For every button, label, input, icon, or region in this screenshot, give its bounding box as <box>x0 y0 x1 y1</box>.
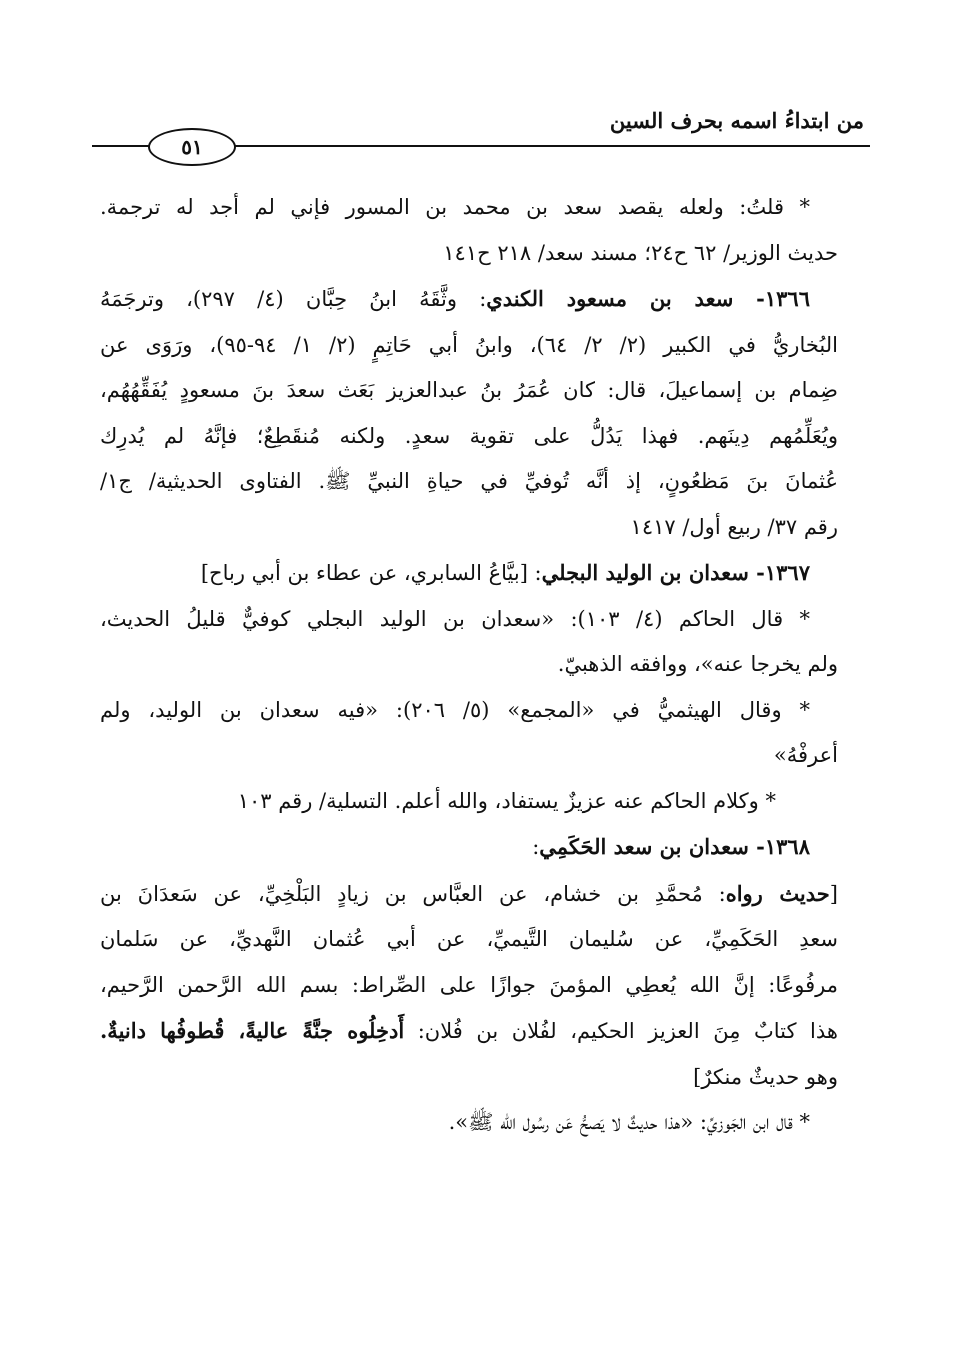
text-line: حديث الوزير/ ٦٢ ح٢٤؛ مسند سعد/ ٢١٨ ح١٤١ <box>443 240 838 265</box>
page-number-badge <box>148 128 236 166</box>
hadith-bold-text: أَدخِلُوه جنَّةً عاليةً، قُطوفُها دانيةٌ. <box>100 1018 405 1043</box>
text-line: ويُعَلِّمُهم دِينَهم. فهذا يَدُلُّ على تقوية سعدٍ. ولكنه مُنقَطِعٌ؛ فإنَّهُ لم يُدرِك <box>100 423 838 448</box>
entry-number: ١٣٦٧- <box>748 560 810 585</box>
entry-number: ١٣٦٦- <box>733 286 810 311</box>
entry-name: سعد بن مسعود الكندي <box>486 286 734 311</box>
bracket-open: [ <box>829 881 838 906</box>
text-line: رقم ٣٧/ ربيع أول/ ١٤١٧ <box>630 514 838 539</box>
entry-name: سعدان بن الوليد البجلي <box>541 560 749 585</box>
text-line: البُخاريُّ في الكبير (٢/ ٢/ ٦٤)، وابنُ أبي حَاتِمٍ (٢/ ١/ ٩٤-٩٥)، ورَوَى عن <box>100 332 838 357</box>
entry-text: : وثَّقَهُ ابنُ حِبَّان (٤/ ٢٩٧)، وترجَمَهُ <box>100 287 487 311</box>
entry-1367 <box>100 550 838 597</box>
page-number: ٥١ <box>181 135 203 159</box>
hadith-label: حديث رواه <box>725 880 830 906</box>
text-line: أعرفْهُ» <box>773 743 838 767</box>
entry-number: ١٣٦٨- <box>748 834 810 859</box>
text-line: مرفُوعًا: إنَّ الله يُعطِي المؤمنَ جوازًا على الصِّراط: بسم الله الرَّحمن الرَّحيم، <box>100 972 838 997</box>
entry-1368 <box>100 824 838 871</box>
hadith-line <box>100 1008 838 1055</box>
text-line: * وقال الهيثميُّ في «المجمع» (٥/ ٢٠٦): «فيه سعدان بن الوليد، ولم <box>100 697 810 722</box>
hadith-line <box>100 871 838 918</box>
text-line: سعدِ الحَكَمِيِّ، عن سُليمان التَّيميِّ، عن أبي عُثمان النَّهديِّ، عن سَلمان <box>100 927 838 951</box>
text-line: * وكلام الحاكم عنه عزيزٌ يستفاد، والله أعلم. التسلية/ رقم ١٠٣ <box>237 788 776 813</box>
hadith-text: : مُحمَّدِ بن خشام، عن العبَّاس بن زيادٍ البَلْخِيِّ، عن سَعدَانَ بن <box>100 881 726 906</box>
text-line: ضِمام بن إسماعيلَ، قال: كان عُمَرُ بنُ عبدالعزيز بَعَث سعدَ بنَ مسعودٍ يُفَقِّهُهُم، <box>100 378 838 402</box>
text-line: وهو حديثٌ منكرٌ] <box>693 1064 838 1089</box>
text-line: * قال الحاكم (٤/ ١٠٣): «سعدان بن الوليد البجلي كوفيٌّ قليلُ الحديث، <box>100 606 811 631</box>
hadith-text: هذا كتابٌ مِنَ العزيز الحكيم، لفُلان بن فُلان: <box>404 1019 838 1043</box>
running-header-title: من ابتداءُ اسمه بحرف السين <box>609 108 864 133</box>
entry-text: : [بيَّاعُ السابري، عن عطاء بن أبي رباح] <box>200 561 542 585</box>
text-line: عُثمانَ بنَ مَظعُونٍ، إذ أنَّه تُوفيِّ في حياةِ النبيِّ ﷺ. الفتاوى الحديثية/ ج١/ <box>100 469 838 493</box>
page-body <box>100 185 838 1146</box>
text-line: * قلتُ: ولعله يقصد سعد بن محمد بن المسور فإني لم أجد له ترجمة. <box>100 195 810 219</box>
entry-1366 <box>100 276 838 323</box>
text-line: * قال ابن الجَوزيِّ: «هذا حديثٌ لا يَصحُّ عَن رسُول الله ﷺ». <box>448 1110 810 1134</box>
text-line: ولم يخرجا عنه»، ووافقه الذهبيّ. <box>557 652 838 676</box>
entry-text: : <box>532 835 540 859</box>
entry-name: سعدان بن سعد الحَكَمِي <box>539 834 749 859</box>
